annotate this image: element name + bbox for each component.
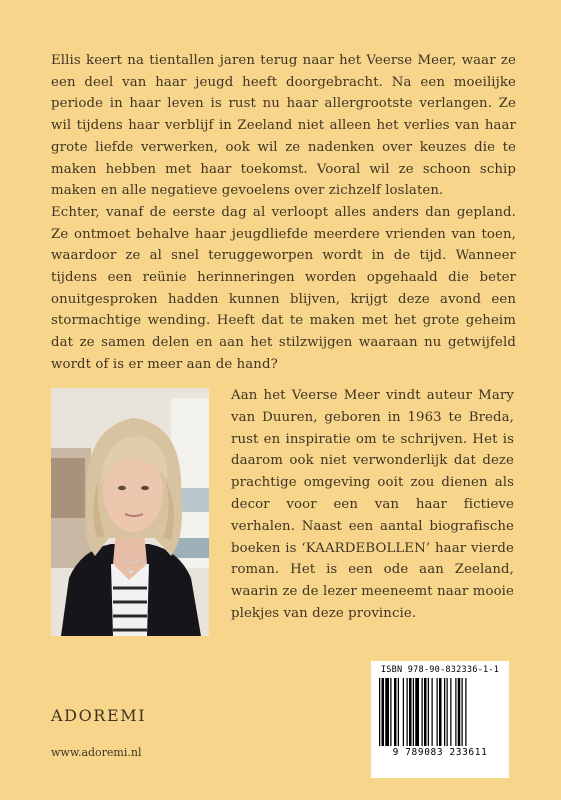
- author-bio: Aan het Veerse Meer vindt auteur Mary van Duuren, geboren in 1963 te Breda, rust en inspiratie om te schrijven. Het is daarom ook niet verwonderlijk dat deze prachtige omgeving ooit zou dienen als decor voor een van haar fictieve verhalen. Naast een aantal biografische boeken is ‘KAARDEBOLLEN’ haar vierde roman. Het is een ode aan Zeeland, waarin ze de lezer meeneemt naar mooie plekjes van deze provincie.: [231, 388, 514, 621]
- back-cover-blurb: [51, 50, 516, 376]
- barcode-label: [371, 661, 509, 778]
- publisher-logo: ADOREMI: [51, 706, 147, 725]
- publisher-website: www.adoremi.nl: [51, 746, 142, 759]
- blurb-paragraph: Ellis keert na tientallen jaren terug naar het Veerse Meer, waar ze een deel van haar jeugd heeft doorgebracht. Na een moeilijke periode in haar leven is rust nu haar allergrootste verlangen. Ze wil tijdens haar verblijf in Zeeland niet alleen het verlies van haar grote liefde verwerken, ook wil ze nadenken over keuzes die te maken hebben met haar toekomst. Vooral wil ze schoon schip maken en alle negatieve gevoelens over zichzelf loslaten.: [51, 53, 516, 199]
- author-portrait-image: [51, 388, 209, 636]
- author-photo: [51, 388, 209, 636]
- blurb-paragraph: Echter, vanaf de eerste dag al verloopt alles anders dan gepland. Ze ontmoet behalve haar jeugdliefde meerdere vrienden van toen, waardoor ze al snel teruggeworpen wordt in de tijd. Wanneer tijdens een reünie herinneringen worden opgehaald die beter onuitgesproken hadden kunnen blijven, krijgt deze avond een stormachtige wending. Heeft dat te maken met het grote geheim dat ze samen delen en aan het stilzwijgen waaraan nu getwijfeld wordt of is er meer aan de hand?: [51, 204, 516, 372]
- barcode-number: 9 789083 233611: [392, 747, 488, 758]
- barcode-icon: [377, 678, 503, 746]
- isbn-text: ISBN 978-90-832336-1-1: [380, 665, 500, 675]
